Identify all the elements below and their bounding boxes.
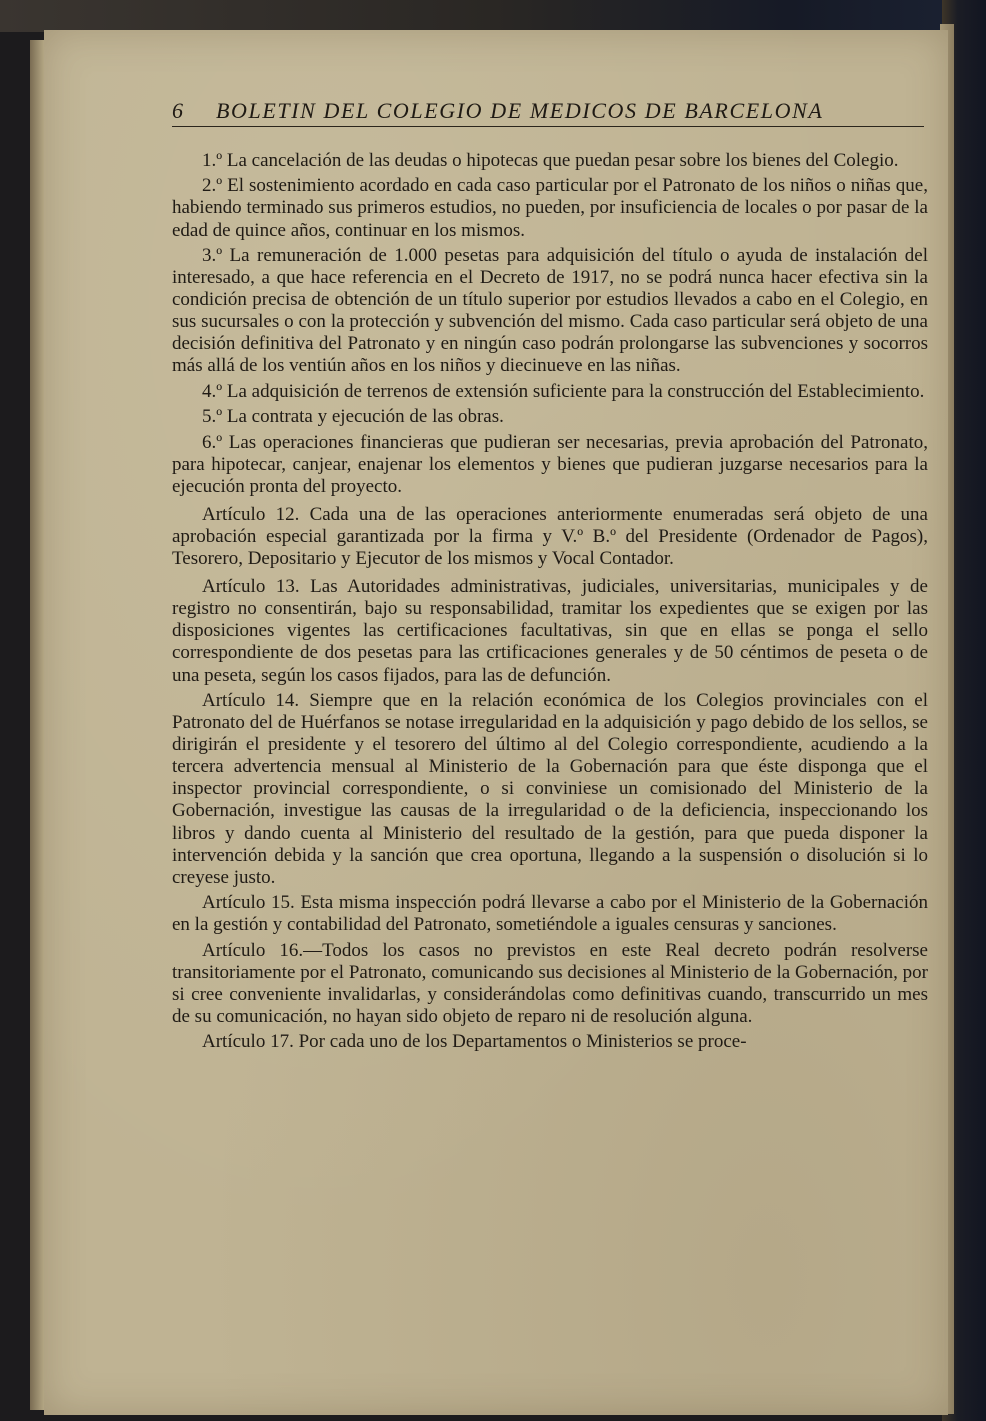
item-4: 4.º La adquisición de terrenos de extensión suficiente para la construcción del Establecimiento. <box>202 380 925 402</box>
running-header <box>172 98 924 127</box>
page-number: 6 <box>172 98 183 123</box>
page-stack-edge <box>30 40 44 1410</box>
item-1: 1.º La cancelación de las deudas o hipotecas que puedan pesar sobre los bienes del Colegio. <box>202 150 899 171</box>
journal-title: BOLETIN DEL COLEGIO DE MEDICOS DE BARCELONA <box>216 98 824 123</box>
article-16: Artículo 16.—Todos los casos no previstos en este Real decreto podrán resolverse transitoriamente por el Patronato, comunicando sus decisiones al Ministerio de la Gobernación, por si cree conveniente invalidarlas, y considerándolas como definitivas cuando, transcurrido un mes de su comunicación, no hayan sido objeto de reparo ni de resolución alguna. <box>172 939 928 1027</box>
article-14: Artículo 14. Siempre que en la relación económica de los Colegios provinciales con el Patronato del de Huérfanos se notase irregularidad en la adquisición y pago debido de los sellos, se dirigirán el presidente y el tesorero del último al del Colegio correspondiente, acudiendo a la tercera advertencia mensual al Ministerio de la Gobernación para que éste disponga que el inspector provincial correspondiente, o si conviniese un comisionado del Ministerio de la Gobernación, investigue las causas de la irregularidad o de la deficiencia, inspeccionando los libros y dando cuenta al Ministerio del resultado de la gestión, para que pueda disponer la intervención debida y la sanción que crea oportuna, llegando a la suspensión o disolución si lo creyese justo. <box>172 689 928 888</box>
article-12: Artículo 12. Cada una de las operaciones anteriormente enumeradas será objeto de una aprobación especial garantizada por la firma y V.º B.º del Presidente (Ordenador de Pagos), Tesorero, Depositario y Ejecutor de los mismos y Vocal Contador. <box>172 503 928 570</box>
scan-background-top <box>0 0 986 32</box>
article-17: Artículo 17. Por cada uno de los Departamentos o Ministerios se proce- <box>202 1031 747 1053</box>
article-15: Artículo 15. Esta misma inspección podrá llevarse a cabo por el Ministerio de la Gobernación en la gestión y contabilidad del Patronato, sometiéndole a iguales censuras y sanciones. <box>172 892 928 936</box>
body-text <box>172 150 928 1057</box>
item-3: 3.º La remuneración de 1.000 pesetas para adquisición del título o ayuda de instalación del interesado, a que hace referencia en el Decreto de 1917, no se podrá nunca hacer efectiva sin la condición precisa de obtención de un título superior por estudios llevados a cabo en el Colegio, en sus sucursales o con la protección y subvención del mismo. Cada caso particular será objeto de una decisión definitiva del Patronato y en ningún caso podrán prolongarse las subvenciones y socorros más allá de los ventiún años en los niños y diecinueve en las niñas. <box>172 244 928 377</box>
item-2: 2.º El sostenimiento acordado en cada caso particular por el Patronato de los niños o niñas que, habiendo terminado sus primeros estudios, no pueden, por insuficiencia de locales o por pasar de la edad de quince años, continuar en los mismos. <box>172 175 928 241</box>
article-13: Artículo 13. Las Autoridades administrativas, judiciales, universitarias, municipales y de registro no consentirán, bajo su responsabilidad, tramitar los expedientes que se exigen por las disposiciones vigentes las certificaciones facultativas, sin que en ellas se ponga el sello correspondiente de dos pesetas para las crtificaciones generales y de 50 céntimos de peseta o de una peseta, según los casos fijados, para las de defunción. <box>172 576 928 686</box>
item-6: 6.º Las operaciones financieras que pudieran ser necesarias, previa aprobación del Patronato, para hipotecar, canjear, enajenar los elementos y bienes que pudieran juzgarse necesarios para la ejecución pronta del proyecto. <box>172 431 928 497</box>
item-5: 5.º La contrata y ejecución de las obras. <box>202 406 504 428</box>
